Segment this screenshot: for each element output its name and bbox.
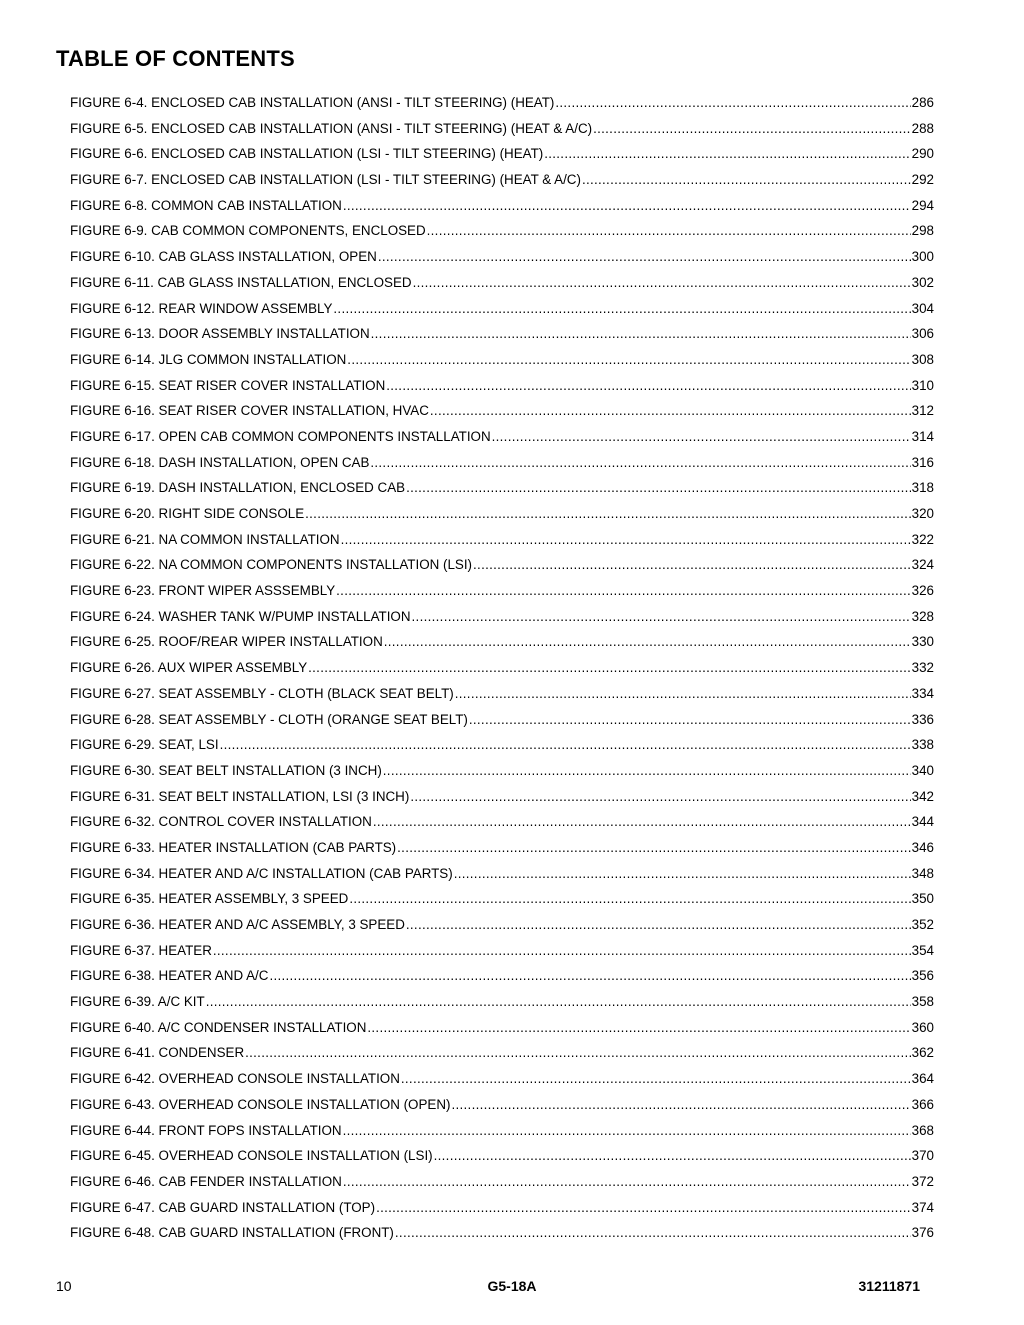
toc-dot-leader (213, 938, 911, 964)
toc-dot-leader (341, 527, 911, 553)
footer-page-number: 10 (56, 1278, 72, 1294)
toc-entry[interactable] (70, 1195, 934, 1221)
toc-entry-page: 374 (911, 1199, 934, 1215)
toc-dot-leader (412, 604, 911, 630)
toc-entry-page: 344 (911, 814, 934, 830)
toc-entry[interactable] (70, 424, 934, 450)
toc-entry-page: 294 (911, 197, 934, 213)
toc-dot-leader (406, 475, 911, 501)
toc-entry[interactable] (70, 1015, 934, 1041)
toc-dot-leader (336, 578, 911, 604)
toc-dot-leader (206, 989, 911, 1015)
toc-entry-label: FIGURE 6-8. COMMON CAB INSTALLATION (70, 197, 342, 213)
toc-dot-leader (378, 244, 911, 270)
toc-entry-page: 292 (911, 172, 934, 188)
toc-entry-page: 338 (911, 737, 934, 753)
toc-entry-page: 314 (911, 428, 934, 444)
toc-dot-leader (430, 398, 911, 424)
toc-entry[interactable] (70, 167, 934, 193)
toc-entry-page: 348 (911, 865, 934, 881)
toc-entry[interactable] (70, 629, 934, 655)
toc-entry-label: FIGURE 6-30. SEAT BELT INSTALLATION (3 INCH) (70, 762, 382, 778)
toc-entry-label: FIGURE 6-9. CAB COMMON COMPONENTS, ENCLOSED (70, 223, 426, 239)
toc-entry-label: FIGURE 6-37. HEATER (70, 942, 212, 958)
toc-entry[interactable] (70, 270, 934, 296)
toc-entry-label: FIGURE 6-35. HEATER ASSEMBLY, 3 SPEED (70, 891, 349, 907)
toc-entry[interactable] (70, 1066, 934, 1092)
toc-entry-page: 342 (911, 788, 934, 804)
toc-entry-label: FIGURE 6-17. OPEN CAB COMMON COMPONENTS INSTALLATION (70, 428, 491, 444)
toc-dot-leader (343, 1169, 911, 1195)
toc-entry[interactable] (70, 398, 934, 424)
toc-entry[interactable] (70, 218, 934, 244)
toc-dot-leader (492, 424, 911, 450)
toc-entry-label: FIGURE 6-31. SEAT BELT INSTALLATION, LSI (3 INCH) (70, 788, 410, 804)
toc-dot-leader (386, 373, 910, 399)
toc-entry-label: FIGURE 6-26. AUX WIPER ASSEMBLY (70, 660, 308, 676)
toc-entry-page: 288 (911, 120, 934, 136)
toc-entry-page: 350 (911, 891, 934, 907)
toc-entry-label: FIGURE 6-40. A/C CONDENSER INSTALLATION (70, 1019, 367, 1035)
toc-dot-leader (455, 681, 911, 707)
toc-entry-label: FIGURE 6-41. CONDENSER (70, 1045, 245, 1061)
toc-entry-page: 372 (911, 1173, 934, 1189)
toc-entry-label: FIGURE 6-29. SEAT, LSI (70, 737, 219, 753)
toc-dot-leader (220, 732, 911, 758)
toc-entry-label: FIGURE 6-47. CAB GUARD INSTALLATION (TOP) (70, 1199, 376, 1215)
toc-dot-leader (454, 861, 911, 887)
toc-entry[interactable] (70, 141, 934, 167)
toc-entry[interactable] (70, 90, 934, 116)
toc-entry[interactable] (70, 886, 934, 912)
toc-entry[interactable] (70, 578, 934, 604)
toc-entry-page: 362 (911, 1045, 934, 1061)
toc-dot-leader (305, 501, 911, 527)
toc-dot-leader (343, 193, 911, 219)
toc-entry[interactable] (70, 604, 934, 630)
toc-entry-page: 286 (911, 95, 934, 110)
toc-entry-label: FIGURE 6-46. CAB FENDER INSTALLATION (70, 1173, 342, 1189)
toc-entry-page: 324 (911, 557, 934, 573)
toc-entry-label: FIGURE 6-38. HEATER AND A/C (70, 968, 269, 984)
toc-entry[interactable] (70, 784, 934, 810)
toc-dot-leader (555, 90, 910, 116)
toc-entry-label: FIGURE 6-5. ENCLOSED CAB INSTALLATION (ANSI - TILT STEERING) (HEAT & A/C) (70, 120, 593, 136)
toc-entry-label: FIGURE 6-36. HEATER AND A/C ASSEMBLY, 3 SPEED (70, 917, 405, 932)
toc-entry-page: 300 (911, 249, 934, 265)
toc-entry-page: 366 (911, 1096, 934, 1112)
toc-entry-page: 306 (911, 326, 934, 342)
toc-dot-leader (544, 141, 910, 167)
toc-dot-leader (373, 809, 911, 835)
toc-entry[interactable] (70, 1092, 934, 1118)
toc-entry-label: FIGURE 6-24. WASHER TANK W/PUMP INSTALLATION (70, 608, 411, 624)
toc-entry-page: 302 (911, 274, 934, 290)
toc-entry[interactable] (70, 732, 934, 758)
toc-entry-label: FIGURE 6-18. DASH INSTALLATION, OPEN CAB (70, 454, 370, 470)
toc-entry[interactable] (70, 244, 934, 270)
toc-dot-leader (347, 347, 910, 373)
toc-entry-page: 318 (911, 480, 934, 496)
toc-dot-leader (582, 167, 911, 193)
toc-entry-page: 336 (911, 711, 934, 727)
page-title: TABLE OF CONTENTS (56, 46, 295, 71)
toc-dot-leader (427, 218, 911, 244)
toc-entry[interactable] (70, 1169, 934, 1195)
toc-entry-page: 312 (911, 403, 934, 419)
toc-entry-page: 340 (911, 762, 934, 778)
toc-entry-page: 356 (911, 968, 934, 984)
toc-entry-page: 364 (911, 1071, 934, 1087)
toc-entry-page: 304 (911, 300, 934, 316)
toc-entry[interactable] (70, 707, 934, 733)
toc-entry-page: 290 (911, 146, 934, 162)
toc-entry-page: 334 (911, 685, 934, 701)
toc-entry-label: FIGURE 6-19. DASH INSTALLATION, ENCLOSED CAB (70, 480, 406, 496)
toc-dot-leader (308, 655, 911, 681)
toc-entry[interactable] (70, 681, 934, 707)
toc-dot-leader (384, 629, 911, 655)
toc-entry[interactable] (70, 296, 934, 322)
toc-entry-page: 352 (911, 917, 934, 932)
toc-entry-page: 322 (911, 531, 934, 547)
toc-entry[interactable] (70, 193, 934, 219)
toc-entry[interactable] (70, 758, 934, 784)
toc-dot-leader (333, 296, 910, 322)
toc-entry-label: FIGURE 6-23. FRONT WIPER ASSSEMBLY (70, 583, 336, 599)
toc-entry-page: 376 (911, 1225, 934, 1241)
toc-entry-page: 298 (911, 223, 934, 239)
toc-dot-leader (434, 1143, 911, 1169)
toc-entry[interactable] (70, 809, 934, 835)
toc-entry[interactable] (70, 450, 934, 476)
toc-entry-label: FIGURE 6-27. SEAT ASSEMBLY - CLOTH (BLACK SEAT BELT) (70, 685, 454, 701)
toc-entry-label: FIGURE 6-10. CAB GLASS INSTALLATION, OPEN (70, 249, 377, 265)
toc-entry-page: 332 (911, 660, 934, 676)
toc-entry[interactable] (70, 1220, 934, 1246)
toc-entry[interactable] (70, 552, 934, 578)
toc-entry-label: FIGURE 6-4. ENCLOSED CAB INSTALLATION (ANSI - TILT STEERING) (HEAT) (70, 95, 555, 110)
toc-dot-leader (395, 1220, 911, 1246)
toc-dot-leader (367, 1015, 910, 1041)
toc-dot-leader (473, 552, 911, 578)
toc-entry-label: FIGURE 6-42. OVERHEAD CONSOLE INSTALLATION (70, 1071, 400, 1087)
toc-entry[interactable] (70, 861, 934, 887)
toc-entry[interactable] (70, 1143, 934, 1169)
toc-entry-label: FIGURE 6-43. OVERHEAD CONSOLE INSTALLATION (OPEN) (70, 1096, 451, 1112)
toc-entry-page: 308 (911, 351, 934, 367)
toc-dot-leader (451, 1092, 910, 1118)
toc-entry-label: FIGURE 6-22. NA COMMON COMPONENTS INSTALLATION (LSI) (70, 557, 473, 573)
toc-dot-leader (376, 1195, 911, 1221)
toc-entry-label: FIGURE 6-15. SEAT RISER COVER INSTALLATION (70, 377, 386, 393)
toc-entry-page: 328 (911, 608, 934, 624)
toc-entry-label: FIGURE 6-12. REAR WINDOW ASSEMBLY (70, 300, 333, 316)
toc-entry[interactable] (70, 1040, 934, 1066)
toc-entry-label: FIGURE 6-32. CONTROL COVER INSTALLATION (70, 814, 372, 830)
toc-entry-page: 326 (911, 583, 934, 599)
toc-dot-leader (469, 707, 911, 733)
toc-dot-leader (383, 758, 911, 784)
toc-entry-label: FIGURE 6-34. HEATER AND A/C INSTALLATION (CAB PARTS) (70, 865, 453, 881)
toc-dot-leader (397, 835, 911, 861)
toc-entry[interactable] (70, 938, 934, 964)
toc-entry[interactable] (70, 373, 934, 399)
toc-entry-label: FIGURE 6-16. SEAT RISER COVER INSTALLATION, HVAC (70, 403, 429, 419)
toc-dot-leader (413, 270, 911, 296)
toc-dot-leader (401, 1066, 911, 1092)
toc-entry[interactable] (70, 321, 934, 347)
toc-entry[interactable] (70, 501, 934, 527)
toc-dot-leader (370, 450, 910, 476)
toc-entry-label: FIGURE 6-7. ENCLOSED CAB INSTALLATION (LSI - TILT STEERING) (HEAT & A/C) (70, 172, 581, 188)
toc-entry-label: FIGURE 6-13. DOOR ASSEMBLY INSTALLATION (70, 326, 370, 342)
toc-entry-page: 358 (911, 994, 934, 1010)
toc-entry[interactable] (70, 989, 934, 1015)
toc-entry-page: 320 (911, 506, 934, 521)
toc-entry-page: 316 (911, 454, 934, 470)
toc-dot-leader (349, 886, 910, 912)
toc-entry-label: FIGURE 6-39. A/C KIT (70, 994, 205, 1010)
toc-entry-label: FIGURE 6-28. SEAT ASSEMBLY - CLOTH (ORANGE SEAT BELT) (70, 711, 468, 727)
toc-entry-label: FIGURE 6-44. FRONT FOPS INSTALLATION (70, 1122, 342, 1138)
toc-entry-label: FIGURE 6-6. ENCLOSED CAB INSTALLATION (LSI - TILT STEERING) (HEAT) (70, 146, 544, 162)
toc-entry-page: 370 (911, 1148, 934, 1164)
toc-entry-label: FIGURE 6-45. OVERHEAD CONSOLE INSTALLATION (LSI) (70, 1148, 433, 1164)
toc-dot-leader (245, 1040, 911, 1066)
toc-entry[interactable] (70, 475, 934, 501)
footer-model: G5-18A (487, 1278, 537, 1294)
toc-entry[interactable] (70, 116, 934, 142)
toc-entry-label: FIGURE 6-21. NA COMMON INSTALLATION (70, 531, 340, 547)
toc-dot-leader (593, 116, 911, 142)
toc-dot-leader (410, 784, 910, 810)
toc-entry-label: FIGURE 6-14. JLG COMMON INSTALLATION (70, 351, 347, 367)
toc-entry-label: FIGURE 6-25. ROOF/REAR WIPER INSTALLATION (70, 634, 383, 650)
toc-entry[interactable] (70, 347, 934, 373)
toc-entry[interactable] (70, 912, 934, 938)
toc-dot-leader (371, 321, 911, 347)
toc-entry[interactable] (70, 1118, 934, 1144)
toc-entry-page: 330 (911, 634, 934, 650)
footer-doc-number: 31211871 (858, 1278, 920, 1294)
toc-list (70, 90, 934, 1246)
toc-entry-page: 354 (911, 942, 934, 958)
toc-entry-label: FIGURE 6-48. CAB GUARD INSTALLATION (FRONT) (70, 1225, 394, 1241)
toc-entry[interactable] (70, 835, 934, 861)
toc-entry-label: FIGURE 6-33. HEATER INSTALLATION (CAB PARTS) (70, 839, 397, 855)
toc-entry-label: FIGURE 6-20. RIGHT SIDE CONSOLE (70, 506, 305, 521)
toc-dot-leader (406, 912, 911, 938)
toc-entry-page: 368 (911, 1122, 934, 1138)
toc-entry[interactable] (70, 527, 934, 553)
toc-dot-leader (269, 963, 910, 989)
toc-entry-page: 346 (911, 839, 934, 855)
toc-entry-page: 310 (911, 377, 934, 393)
toc-entry-page: 360 (911, 1019, 934, 1035)
toc-dot-leader (343, 1118, 911, 1144)
toc-entry[interactable] (70, 963, 934, 989)
toc-entry-label: FIGURE 6-11. CAB GLASS INSTALLATION, ENCLOSED (70, 274, 412, 290)
toc-entry[interactable] (70, 655, 934, 681)
